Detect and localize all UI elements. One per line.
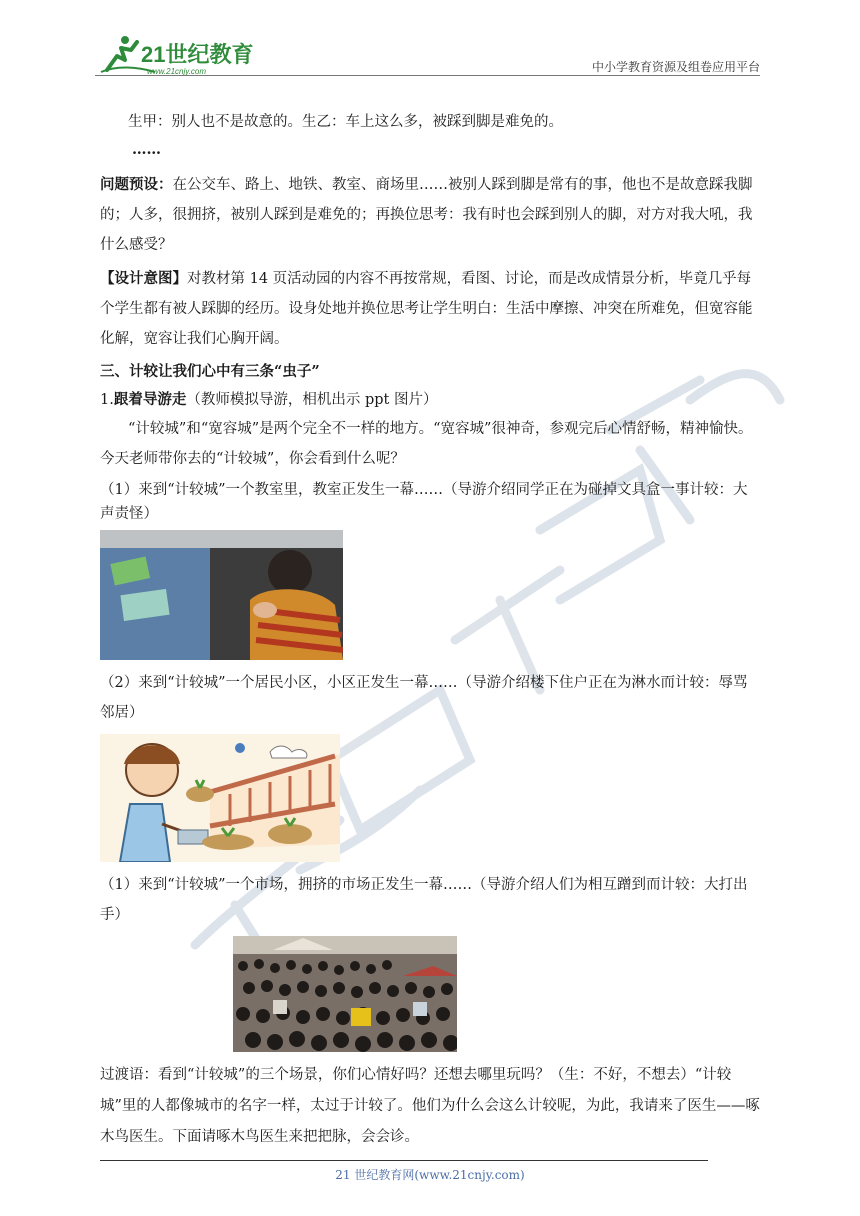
item-title: 跟着导游走 [113,391,187,408]
svg-text:www.21cnjy.com: www.21cnjy.com [147,67,206,76]
header-divider [95,75,760,76]
student-dialog: 生甲：别人也不是故意的。生乙：车上这么多，被踩到脚是难免的。 [128,114,563,130]
item-number: 1. [100,392,114,408]
crowd-photo [233,936,457,1052]
balcony-cartoon [100,734,340,862]
document-body [100,108,762,1157]
design-intent-paragraph [100,264,762,354]
scene-2-text: （2）来到“计较城”一个居民小区，小区正发生一幕……（导游介绍楼下住户正在为淋水而计较：辱骂邻居） [100,675,748,721]
svg-text:21世纪教育: 21世纪教育 [141,42,254,67]
footer-divider [100,1160,708,1161]
site-logo [95,32,265,76]
ellipsis: …… [132,141,161,158]
scene-1-text: （1）来到“计较城”一个教室里，教室正发生一幕……（导游介绍同学正在为碰掉文具盒一事计较：大声责怪） [100,482,748,522]
classroom-photo [100,530,343,660]
question-text: 在公交车、路上、地铁、教室、商场里……被别人踩到脚是常有的事，他也不是故意踩我脚的；人多，很拥挤，被别人踩到是难免的；再换位思考：我有时也会踩到别人的脚，对方对我大吼，我什么感受？ [100,177,753,253]
design-intent-label: 【设计意图】 [100,270,187,287]
page-header [95,28,760,78]
question-label: 问题预设： [100,176,173,193]
question-paragraph [100,170,762,260]
transition-paragraph: 过渡语：看到“计较城”的三个场景，你们心情好吗？还想去哪里玩吗？（生：不好，不想去）“计较城”里的人都像城市的名字一样，太过于计较了。他们为什么会这么计较呢，为此，我请来了医生——啄木鸟医生。下面请啄木鸟医生来把把脉，会会诊。 [100,1067,760,1145]
section-heading: 三、计较让我们心中有三条“虫子” [100,363,320,380]
platform-name: 中小学教育资源及组卷应用平台 [591,60,760,74]
design-intent-text: 对教材第 14 页活动园的内容不再按常规，看图、讨论，而是改成情景分析，毕竟几乎每个学生都有被人踩脚的经历。设身处地并换位思考让学生明白：生活中摩擦、冲突在所难免，但宽容能化解，宽容让我们心胸开阔。 [100,271,753,347]
scene-3-text: （1）来到“计较城”一个市场，拥挤的市场正发生一幕……（导游介绍人们为相互蹭到而计较：大打出手） [100,877,748,923]
intro-paragraph: “计较城”和“宽容城”是两个完全不一样的地方。“宽容城”很神奇，参观完后心情舒畅，精神愉快。今天老师带你去的“计较城”，你会看到什么呢？ [100,421,753,467]
page-footer[interactable]: 21 世纪教育网(www.21cnjy.com) [335,1168,525,1182]
item-note: （教师模拟导游，相机出示 ppt 图片） [186,392,438,408]
item-1 [100,386,762,414]
